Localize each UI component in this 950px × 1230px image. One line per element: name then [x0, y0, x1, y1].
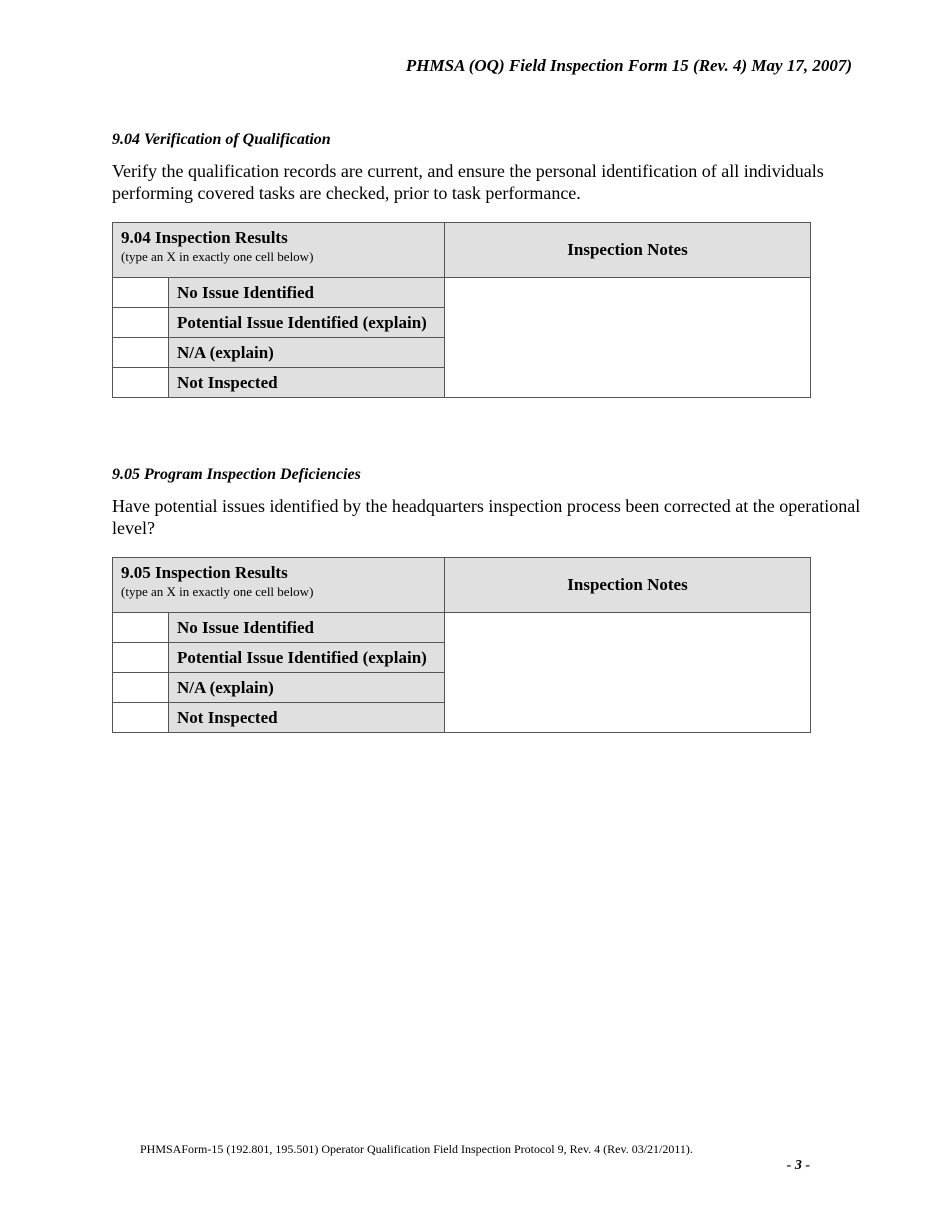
inspection-results-table-9-05 — [112, 557, 811, 733]
section-heading-9-05: 9.05 Program Inspection Deficiencies — [112, 466, 361, 483]
results-header-cell — [113, 223, 445, 278]
form-header-title: PHMSA (OQ) Field Inspection Form 15 (Rev. 4) May 17, 2007) — [405, 56, 852, 75]
checkbox-potential-issue[interactable] — [113, 308, 169, 338]
footer-text: PHMSAForm-15 (192.801, 195.501) Operator Qualification Field Inspection Protocol 9, Rev. 4 (Rev. 03/21/2011). — [140, 1142, 693, 1156]
option-label-not-inspected: Not Inspected — [169, 703, 445, 733]
section-text-9-04: Verify the qualification records are current, and ensure the personal identification of all individuals performing covered tasks are checked, prior to task performance. — [112, 161, 824, 203]
page-number: - 3 - — [786, 1158, 810, 1173]
section-text-9-05: Have potential issues identified by the headquarters inspection process been corrected at the operational level? — [112, 496, 861, 538]
checkbox-no-issue[interactable] — [113, 278, 169, 308]
option-label-no-issue: No Issue Identified — [169, 278, 445, 308]
checkbox-not-inspected[interactable] — [113, 703, 169, 733]
section-heading-9-04: 9.04 Verification of Qualification — [112, 131, 331, 148]
inspection-notes-field[interactable] — [445, 278, 811, 398]
inspection-notes-field[interactable] — [445, 613, 811, 733]
inspection-notes-header: Inspection Notes — [445, 223, 811, 278]
results-title: 9.05 Inspection Results — [121, 563, 288, 582]
results-subtitle: (type an X in exactly one cell below) — [121, 249, 314, 264]
inspection-notes-header: Inspection Notes — [445, 558, 811, 613]
option-label-potential-issue: Potential Issue Identified (explain) — [169, 643, 445, 673]
option-label-na: N/A (explain) — [169, 673, 445, 703]
results-title: 9.04 Inspection Results — [121, 228, 288, 247]
checkbox-na[interactable] — [113, 338, 169, 368]
option-label-potential-issue: Potential Issue Identified (explain) — [169, 308, 445, 338]
checkbox-potential-issue[interactable] — [113, 643, 169, 673]
option-label-no-issue: No Issue Identified — [169, 613, 445, 643]
checkbox-not-inspected[interactable] — [113, 368, 169, 398]
results-header-cell — [113, 558, 445, 613]
option-label-na: N/A (explain) — [169, 338, 445, 368]
checkbox-na[interactable] — [113, 673, 169, 703]
inspection-results-table-9-04 — [112, 222, 811, 398]
checkbox-no-issue[interactable] — [113, 613, 169, 643]
results-subtitle: (type an X in exactly one cell below) — [121, 584, 314, 599]
option-label-not-inspected: Not Inspected — [169, 368, 445, 398]
